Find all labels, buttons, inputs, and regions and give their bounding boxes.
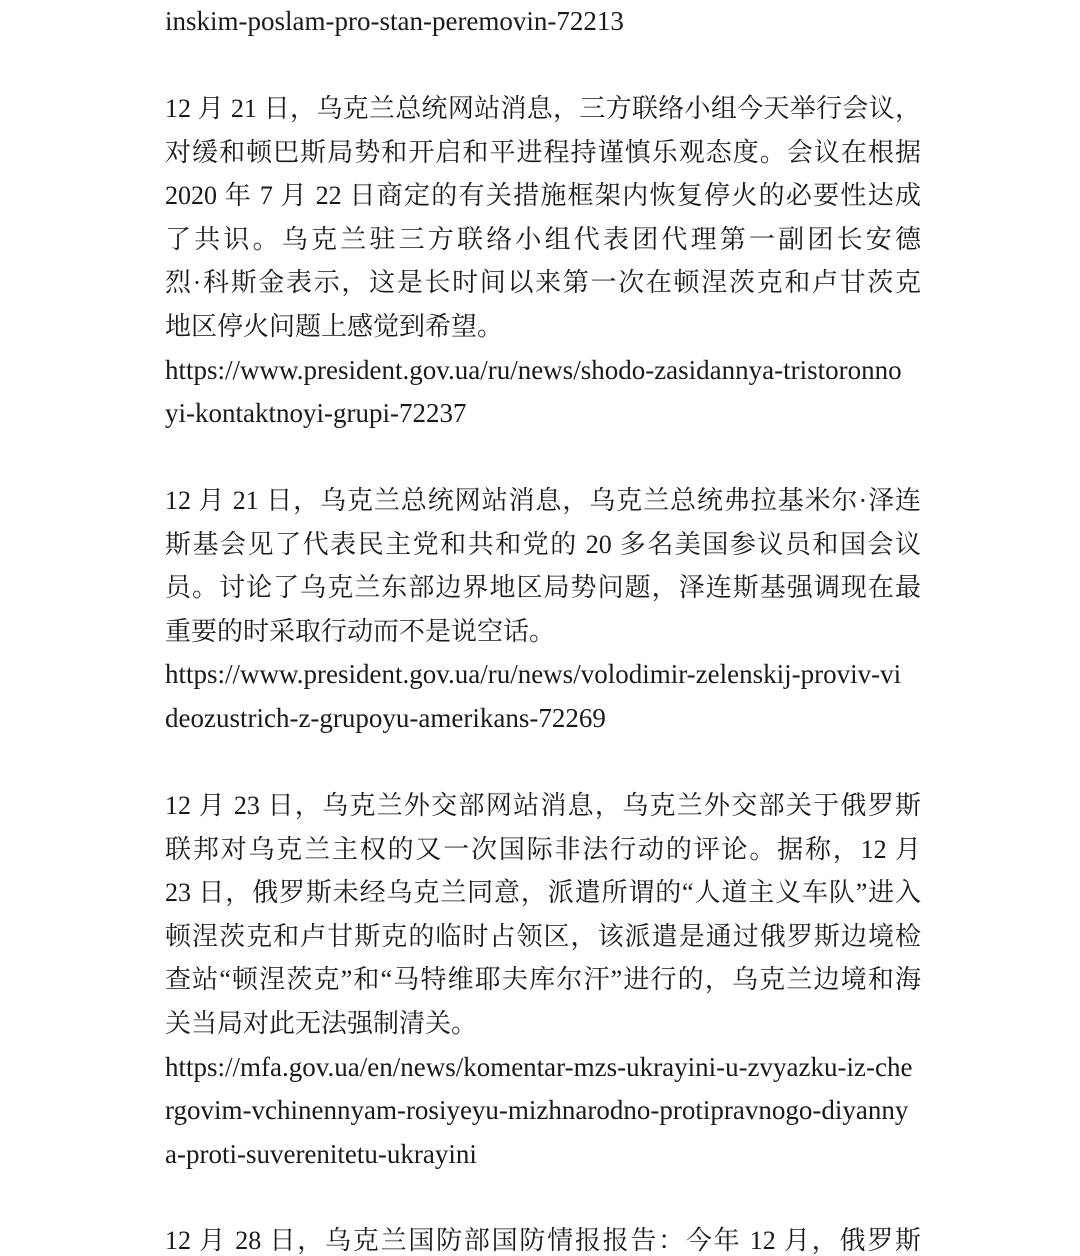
- source-url-line: https://www.president.gov.ua/ru/news/shodo-zasidannya-tristoronno: [165, 354, 902, 385]
- source-url-line: rgovim-vchinennyam-rosiyeyu-mizhnarodno-protipravnogo-diyanny: [165, 1095, 909, 1126]
- news-entry-partial: [165, 1220, 921, 1255]
- entry-text-line: 12 月 21 日，乌克兰总统网站消息，三方联络小组今天举行会议，: [165, 94, 921, 124]
- entry-text-line: 2020 年 7 月 22 日商定的有关措施框架内恢复停火的必要性达成: [165, 181, 921, 211]
- news-entry: [165, 784, 921, 1176]
- paragraph-spacer: [165, 436, 921, 480]
- source-url-line: a-proti-suverenitetu-ukrayini: [165, 1138, 477, 1169]
- source-url-line: yi-kontaktnoyi-grupi-72237: [165, 398, 467, 429]
- entry-text-line: 员。讨论了乌克兰东部边界地区局势问题，泽连斯基强调现在最: [165, 573, 921, 603]
- entry-text-line: 重要的时采取行动而不是说空话。: [165, 616, 556, 646]
- entry-text-line: 12 月 23 日，乌克兰外交部网站消息，乌克兰外交部关于俄罗斯: [165, 791, 921, 821]
- entry-text-line: 了共识。乌克兰驻三方联络小组代表团代理第一副团长安德: [165, 224, 921, 254]
- news-entry: [165, 87, 921, 436]
- news-entry: [165, 479, 921, 740]
- entry-text-line: 烈·科斯金表示，这是长时间以来第一次在顿涅茨克和卢甘茨克: [165, 268, 921, 298]
- paragraph-spacer: [165, 1176, 921, 1220]
- url-fragment-line: inskim-poslam-pro-stan-peremovin-72213: [165, 6, 624, 36]
- paragraph-spacer: [165, 44, 921, 88]
- entry-text-line: 对缓和顿巴斯局势和开启和平进程持谨慎乐观态度。会议在根据: [165, 137, 921, 167]
- entry-text-line: 关当局对此无法强制清关。: [165, 1008, 478, 1038]
- entry-text-line: 地区停火问题上感觉到希望。: [165, 311, 504, 341]
- entry-text-line: 查站“顿涅茨克”和“马特维耶夫库尔汗”进行的，乌克兰边境和海: [165, 965, 921, 995]
- source-url-line: https://www.president.gov.ua/ru/news/volodimir-zelenskij-proviv-vi: [165, 659, 902, 690]
- entry-text-line: 顿涅茨克和卢甘斯克的临时占领区，该派遣是通过俄罗斯边境检: [165, 921, 921, 951]
- document-body: [165, 0, 921, 1256]
- entry-text-line: 12 月 21 日，乌克兰总统网站消息，乌克兰总统弗拉基米尔·泽连: [165, 486, 921, 516]
- entry-text-line: 23 日，俄罗斯未经乌克兰同意，派遣所谓的“人道主义车队”进入: [165, 878, 921, 908]
- paragraph-spacer: [165, 741, 921, 785]
- source-url-line: https://mfa.gov.ua/en/news/komentar-mzs-ukrayini-u-zvyazku-iz-che: [165, 1051, 913, 1082]
- source-url-line: deozustrich-z-grupoyu-amerikans-72269: [165, 703, 606, 733]
- entry-text-line: 12 月 28 日，乌克兰国防部国防情报报告：今年 12 月，俄罗斯: [165, 1225, 921, 1255]
- entry-text-line: 联邦对乌克兰主权的又一次国际非法行动的评论。据称，12 月: [165, 834, 921, 864]
- entry-text-line: 斯基会见了代表民主党和共和党的 20 多名美国参议员和国会议: [165, 529, 921, 559]
